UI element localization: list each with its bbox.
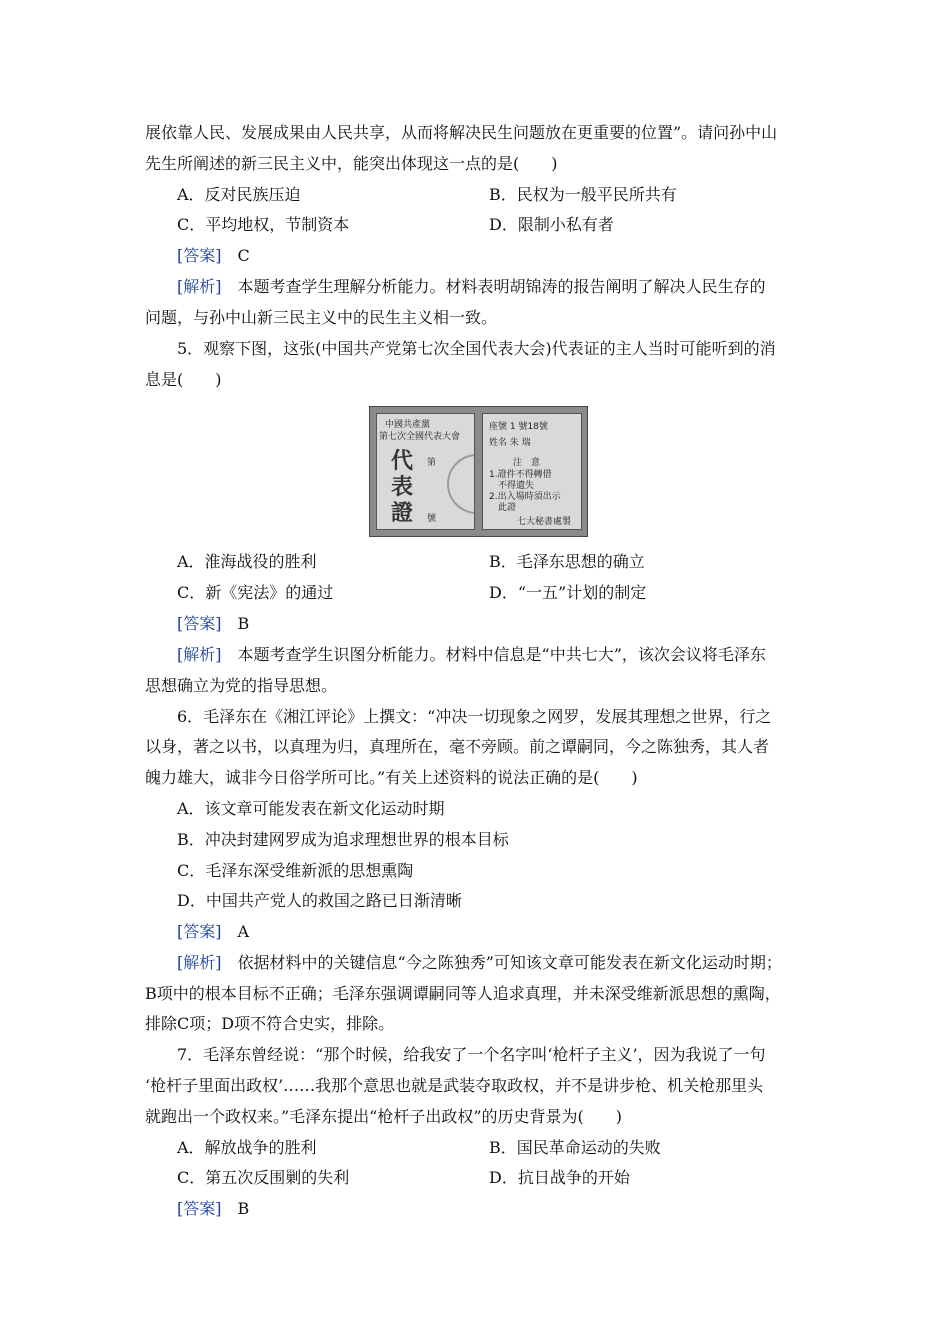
card-big-char: 表 [391, 474, 414, 500]
paragraph-line: 思想确立为党的指导思想。 [145, 676, 338, 695]
option-b: B．冲决封建网罗成为追求理想世界的根本目标 [177, 830, 509, 849]
option-d: D．限制小私有者 [489, 215, 614, 234]
stamp-mark [447, 454, 475, 514]
card-big-char: 代 [391, 448, 414, 474]
analysis-tag: [解析] [177, 953, 222, 972]
answer-tag: [答案] [177, 922, 222, 941]
answer-tag: [答案] [177, 614, 222, 633]
answer-value: C [237, 246, 250, 265]
card-notice-title: 注 意 [513, 458, 541, 468]
question-6-stem: 6．毛泽东在《湘江评论》上撰文：“冲决一切现象之网罗，发展其理想之世界，行之 [177, 707, 772, 726]
card-name: 姓名 朱 瑞 [489, 438, 531, 448]
analysis-line [177, 951, 782, 975]
option-a: A．该文章可能发表在新文化运动时期 [177, 799, 445, 818]
paragraph-line: 问题，与孙中山新三民主义中的民生主义相一致。 [145, 308, 498, 327]
paragraph-line: 展依靠人民、发展成果由人民共享，从而将解决民生问题放在更重要的位置”。请问孙中山 [145, 123, 778, 142]
option-b: B．毛泽东思想的确立 [489, 552, 645, 571]
option-c: C．平均地权，节制资本 [177, 215, 350, 234]
card-no-label: 第 [427, 458, 437, 468]
card-no-suffix: 號 [427, 514, 437, 524]
answer-value: A [237, 922, 250, 941]
option-d: D．抗日战争的开始 [489, 1168, 630, 1187]
question-5-stem: 5．观察下图，这张(中国共产党第七次全国代表大会)代表证的主人当时可能听到的消 [177, 339, 776, 358]
card-notice: 2.出入場時須出示 [489, 492, 561, 502]
card-head: 中國共產黨 [385, 420, 431, 430]
option-c: C．毛泽东深受维新派的思想熏陶 [177, 861, 414, 880]
paragraph-line: 魄力雄大，诚非今日俗学所可比。”有关上述资料的说法正确的是( ) [145, 768, 638, 787]
delegate-card-image [369, 406, 588, 537]
analysis-text: 本题考查学生理解分析能力。材料表明胡锦涛的报告阐明了解决人民生存的 [237, 277, 766, 296]
analysis-tag: [解析] [177, 645, 222, 664]
answer-line [177, 612, 249, 636]
analysis-text: 本题考查学生识图分析能力。材料中信息是“中共七大”，该次会议将毛泽东 [237, 645, 766, 664]
answer-value: B [237, 614, 250, 633]
analysis-tag: [解析] [177, 277, 222, 296]
card-notice: 1.證件不得轉借 [489, 470, 552, 480]
card-notice: 不得遺失 [489, 481, 535, 491]
card-seat: 座號 1 號18號 [489, 422, 548, 432]
option-a: A．解放战争的胜利 [177, 1138, 317, 1157]
card-left-panel [376, 413, 475, 530]
paragraph-line: ‘枪杆子里面出政权’……我那个意思也就是武装夺取政权，并不是讲步枪、机关枪那里头 [145, 1076, 764, 1095]
card-right-panel [482, 413, 582, 530]
answer-line [177, 244, 250, 268]
paragraph-line: 就跑出一个政权来。”毛泽东提出“枪杆子出政权”的历史背景为( ) [145, 1107, 623, 1126]
option-d: D．中国共产党人的救国之路已日渐清晰 [177, 891, 462, 910]
option-a: A．反对民族压迫 [177, 185, 301, 204]
card-head: 第七次全國代表大會 [379, 432, 461, 442]
paragraph-line: 排除C项；D项不符合史实，排除。 [145, 1014, 395, 1033]
paragraph-line: B项中的根本目标不正确；毛泽东强调谭嗣同等人追求真理，并未深受维新派思想的熏陶， [145, 984, 781, 1003]
answer-tag: [答案] [177, 246, 222, 265]
analysis-line [177, 643, 766, 667]
option-a: A．淮海战役的胜利 [177, 552, 317, 571]
option-b: B．民权为一般平民所共有 [489, 185, 677, 204]
answer-tag: [答案] [177, 1199, 222, 1218]
paragraph-line: 以身，著之以书，以真理为归，真理所在，毫不旁顾。前之谭嗣同，今之陈独秀，其人者 [145, 737, 770, 756]
paragraph-line: 先生所阐述的新三民主义中，能突出体现这一点的是( ) [145, 154, 558, 173]
option-c: C．新《宪法》的通过 [177, 583, 334, 602]
option-c: C．第五次反围剿的失利 [177, 1168, 350, 1187]
option-b: B．国民革命运动的失败 [489, 1138, 661, 1157]
question-7-stem: 7．毛泽东曾经说：“那个时候，给我安了一个名字叫‘枪杆子主义’，因为我说了一句 [177, 1045, 766, 1064]
analysis-text: 依据材料中的关键信息“今之陈独秀”可知该文章可能发表在新文化运动时期； [237, 953, 782, 972]
option-d: D．“一五”计划的制定 [489, 583, 647, 602]
card-big-char: 證 [391, 500, 414, 526]
answer-line [177, 1197, 249, 1221]
paragraph-line: 息是( ) [145, 370, 222, 389]
answer-value: B [237, 1199, 250, 1218]
card-footer: 七大秘書處製 [517, 517, 572, 527]
analysis-line [177, 275, 766, 299]
card-notice: 此證 [489, 503, 517, 513]
answer-line [177, 920, 249, 944]
